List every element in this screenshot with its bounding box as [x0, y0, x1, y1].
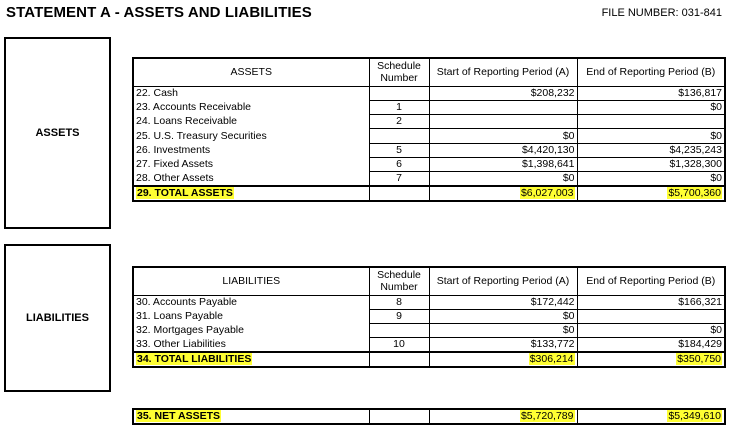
row-label: 33. Other Liabilities	[133, 338, 369, 353]
start-period-header: Start of Reporting Period (A)	[429, 267, 577, 295]
total-liabilities-label-cell	[133, 352, 369, 367]
start-period-header: Start of Reporting Period (A)	[429, 58, 577, 86]
row-schedule: 8	[369, 295, 429, 309]
total-assets-label-cell	[133, 186, 369, 201]
row-schedule	[369, 129, 429, 143]
row-end-value: $0	[577, 129, 725, 143]
row-end-value: $184,429	[577, 338, 725, 353]
row-start-value	[429, 115, 577, 129]
schedule-number-header: Schedule Number	[369, 58, 429, 86]
assets-section-label: ASSETS	[35, 127, 80, 139]
total-assets-end-cell	[577, 186, 725, 201]
row-start-value: $172,442	[429, 295, 577, 309]
row-schedule	[369, 324, 429, 338]
assets-heading: ASSETS	[133, 58, 369, 86]
total-liabilities-start: $306,214	[529, 353, 574, 366]
total-assets-end: $5,700,360	[668, 187, 721, 200]
row-end-value: $136,817	[577, 86, 725, 100]
row-start-value: $1,398,641	[429, 157, 577, 171]
row-end-value	[577, 115, 725, 129]
liabilities-table	[132, 266, 726, 368]
total-liabilities-end: $350,750	[677, 353, 721, 366]
row-schedule	[369, 86, 429, 100]
row-label: 25. U.S. Treasury Securities	[133, 129, 369, 143]
row-label: 28. Other Assets	[133, 172, 369, 187]
total-liabilities-start-cell	[429, 352, 577, 367]
net-assets-table	[132, 408, 726, 425]
net-assets-end: $5,349,610	[668, 410, 721, 422]
row-start-value: $208,232	[429, 86, 577, 100]
assets-section-box	[4, 37, 111, 229]
row-schedule: 9	[369, 309, 429, 323]
table-row	[133, 157, 725, 171]
liabilities-section-label: LIABILITIES	[26, 312, 89, 324]
net-assets-label: 35. NET ASSETS	[137, 410, 221, 422]
assets-table	[132, 57, 726, 202]
row-end-value: $0	[577, 324, 725, 338]
row-schedule: 6	[369, 157, 429, 171]
row-start-value	[429, 100, 577, 114]
liabilities-section-box	[4, 244, 111, 392]
end-period-header: End of Reporting Period (B)	[577, 267, 725, 295]
table-row	[133, 115, 725, 129]
net-assets-start-cell	[429, 409, 577, 424]
row-end-value	[577, 309, 725, 323]
row-schedule: 5	[369, 143, 429, 157]
table-row	[133, 295, 725, 309]
schedule-number-header: Schedule Number	[369, 267, 429, 295]
row-end-value: $0	[577, 100, 725, 114]
row-label: 22. Cash	[133, 86, 369, 100]
total-assets-start-cell	[429, 186, 577, 201]
net-assets-row	[133, 409, 725, 424]
row-end-value: $1,328,300	[577, 157, 725, 171]
total-liabilities-label: 34. TOTAL LIABILITIES	[137, 353, 252, 366]
net-assets-label-cell	[133, 409, 369, 424]
row-start-value: $0	[429, 324, 577, 338]
row-end-value: $166,321	[577, 295, 725, 309]
row-start-value: $0	[429, 172, 577, 187]
net-assets-end-cell	[577, 409, 725, 424]
row-schedule	[369, 186, 429, 201]
row-schedule: 7	[369, 172, 429, 187]
row-label: 23. Accounts Receivable	[133, 100, 369, 114]
table-header-row	[133, 58, 725, 86]
row-end-value: $4,235,243	[577, 143, 725, 157]
row-label: 32. Mortgages Payable	[133, 324, 369, 338]
row-start-value: $4,420,130	[429, 143, 577, 157]
row-start-value: $0	[429, 309, 577, 323]
row-schedule	[369, 352, 429, 367]
total-assets-label: 29. TOTAL ASSETS	[137, 187, 233, 200]
table-row	[133, 86, 725, 100]
table-row	[133, 338, 725, 353]
table-row	[133, 172, 725, 187]
row-schedule: 10	[369, 338, 429, 353]
page-title: STATEMENT A - ASSETS AND LIABILITIES	[6, 4, 312, 21]
table-header-row	[133, 267, 725, 295]
table-row	[133, 309, 725, 323]
table-row	[133, 100, 725, 114]
row-start-value: $133,772	[429, 338, 577, 353]
row-schedule	[369, 409, 429, 424]
file-number: FILE NUMBER: 031-841	[601, 7, 722, 19]
row-schedule: 1	[369, 100, 429, 114]
table-row	[133, 143, 725, 157]
row-label: 27. Fixed Assets	[133, 157, 369, 171]
total-liabilities-end-cell	[577, 352, 725, 367]
total-assets-start: $6,027,003	[520, 187, 574, 200]
row-schedule: 2	[369, 115, 429, 129]
total-assets-row	[133, 186, 725, 201]
row-label: 24. Loans Receivable	[133, 115, 369, 129]
liabilities-heading: LIABILITIES	[133, 267, 369, 295]
end-period-header: End of Reporting Period (B)	[577, 58, 725, 86]
row-start-value: $0	[429, 129, 577, 143]
row-label: 30. Accounts Payable	[133, 295, 369, 309]
row-label: 31. Loans Payable	[133, 309, 369, 323]
table-row	[133, 129, 725, 143]
row-end-value: $0	[577, 172, 725, 187]
net-assets-start: $5,720,789	[520, 410, 574, 422]
total-liabilities-row	[133, 352, 725, 367]
row-label: 26. Investments	[133, 143, 369, 157]
table-row	[133, 324, 725, 338]
